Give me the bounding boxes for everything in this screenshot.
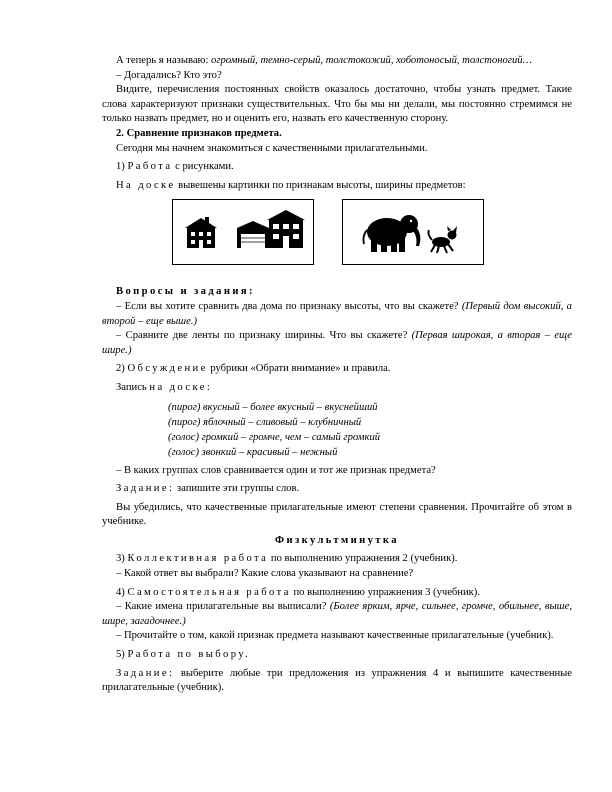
adjective-list: огромный, темно-серый, толстокожий, хоботоносый, толстоногий… bbox=[211, 55, 532, 66]
question-groups: – В каких группах слов сравнивается один и тот же признак предмета? bbox=[116, 464, 436, 476]
task-write-groups: Задание: запишите эти группы слов. bbox=[116, 483, 300, 495]
questions-heading: Вопросы и задания: bbox=[116, 286, 255, 298]
large-house-icon bbox=[237, 210, 305, 248]
answer-width: (Первая широкая, а вторая – еще шире.) bbox=[102, 330, 572, 356]
work-step-1: 1) Работа с рисунками. bbox=[116, 161, 234, 173]
document-page bbox=[102, 54, 572, 696]
note-line: (пирог) вкусный – более вкусный – вкуснейший bbox=[168, 401, 378, 413]
work-step-2: 2) Обсуждение рубрики «Обрати внимание» и правила. bbox=[116, 363, 391, 375]
board-description: На доске вывешены картинки по признакам высоты, ширины предметов: bbox=[116, 179, 466, 191]
answer-height: (Первый дом высокий, а второй – еще выше.) bbox=[102, 300, 572, 327]
elephant-icon bbox=[363, 215, 420, 252]
work-step-5: 5) Работа по выбору. bbox=[116, 649, 250, 661]
question-width: – Сравните две ленты по признаку ширины. Что вы скажете? (Первая широкая, а вторая – еще шире.) bbox=[102, 330, 572, 356]
animals-picture bbox=[342, 199, 484, 265]
board-record-label: Запись на доске: bbox=[116, 381, 210, 393]
answer-adjectives: (Более ярким, ярче, сильнее, громче, обильнее, выше, шире, загадочнее.) bbox=[102, 601, 572, 627]
task-choose-sentences: Задание: выберите любые три предложения из упражнения 4 и выпишите качественные прилагательные (учебник). bbox=[102, 667, 572, 694]
question-feature: – Прочитайте о том, какой признак предмета называют качественные прилагательные (учебник). bbox=[116, 630, 554, 642]
question-adjectives: – Какие имена прилагательные вы выписали? (Более ярким, ярче, сильнее, громче, обильнее, выше, шире, загадочнее.) bbox=[102, 601, 572, 627]
question-height: – Если вы хотите сравнить два дома по признаку высоты, что вы скажете? (Первый дом высокий, а второй – еще выше.) bbox=[102, 300, 572, 327]
houses-picture bbox=[172, 199, 314, 265]
paragraph-intro-adjectives: Сегодня мы начнем знакомиться с качественными прилагательными. bbox=[116, 142, 428, 154]
board-notes bbox=[168, 400, 572, 460]
fizminutka-heading: Физкультминутка bbox=[275, 534, 399, 546]
note-line: (голос) громкий – громче, чем – самый громкий bbox=[168, 431, 381, 443]
dog-icon bbox=[428, 226, 457, 253]
section-heading: 2. Сравнение признаков предмета. bbox=[116, 127, 282, 139]
paragraph-comparison: Вы убедились, что качественные прилагательные имеют степени сравнения. Прочитайте об этом в учебнике. bbox=[102, 501, 572, 528]
work-step-3: 3) Коллективная работа по выполнению упражнения 2 (учебник). bbox=[116, 553, 458, 565]
picture-row bbox=[102, 199, 572, 277]
paragraph-explanation: Видите, перечисления постоянных свойств оказалось достаточно, чтобы узнать предмет. Такие слова характеризуют признаки существительных. Что бы мы ни делали, мы постоянно стремимся не только назвать предмет, но и оценить его, назвать его качественную сторону. bbox=[102, 84, 572, 125]
note-line: (пирог) яблочный – сливовый – клубничный bbox=[168, 416, 362, 428]
paragraph-intro: А теперь я называю: огромный, темно-серый, толстокожий, хоботоносый, толстоногий… bbox=[116, 55, 532, 66]
question-answer-choice: – Какой ответ вы выбрали? Какие слова указывают на сравнение? bbox=[116, 568, 414, 580]
question-guess: – Догадались? Кто это? bbox=[116, 69, 222, 81]
small-house-icon bbox=[185, 217, 217, 248]
work-step-4: 4) Самостоятельная работа по выполнению упражнения 3 (учебник). bbox=[116, 586, 480, 598]
note-line: (голос) звонкий – красивый – нежный bbox=[168, 446, 338, 458]
